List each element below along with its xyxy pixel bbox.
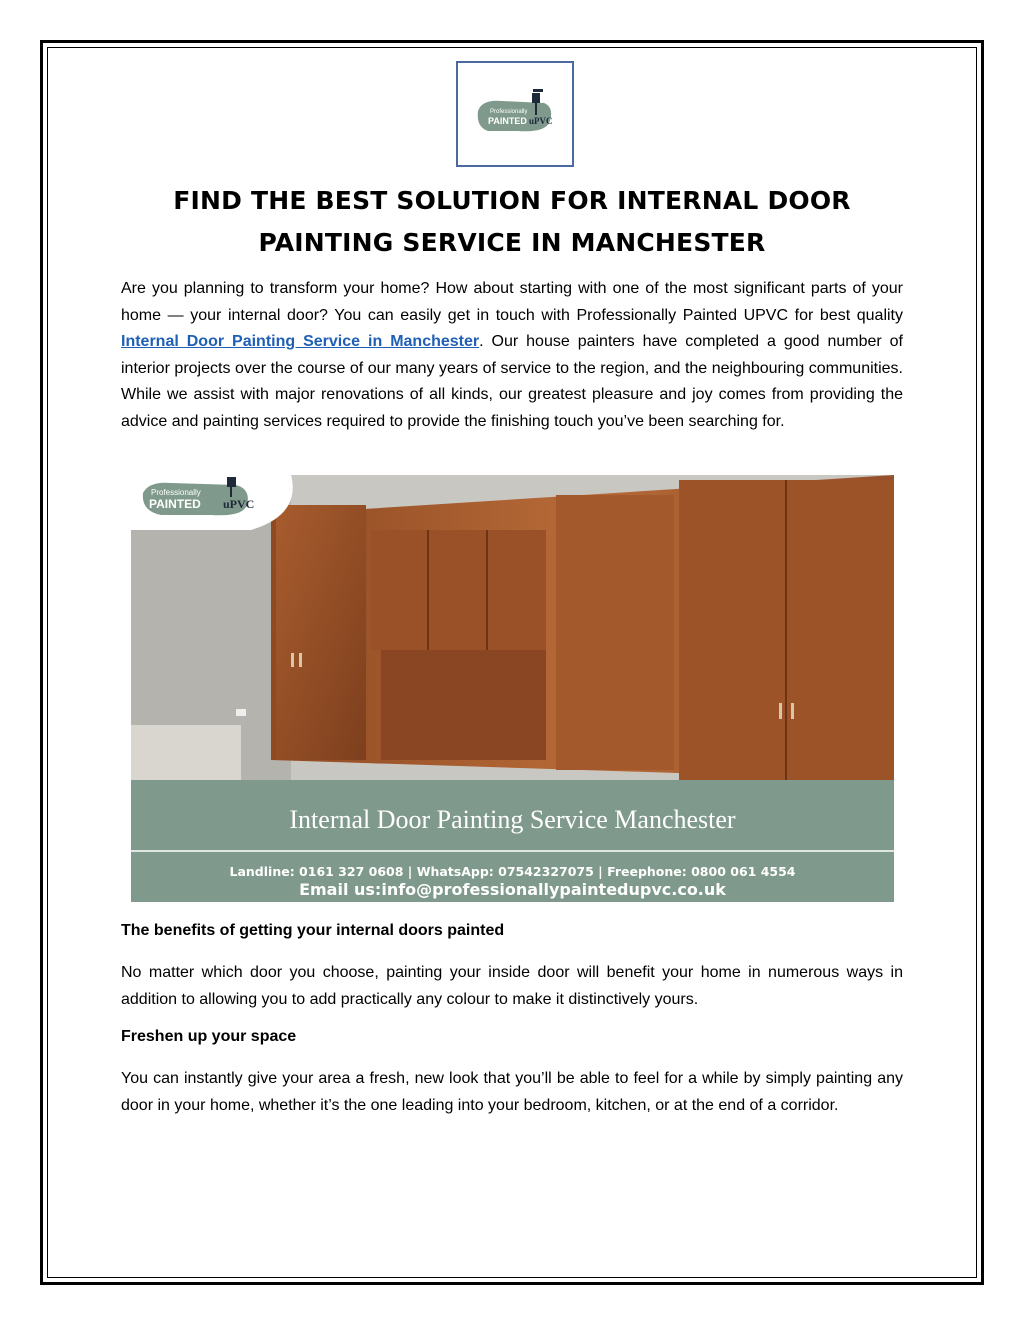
hero-image <box>131 475 894 902</box>
headboard <box>381 650 546 760</box>
logo-line2: PAINTED <box>488 116 527 126</box>
hero-email-line: Email us:info@professionallypaintedupvc.co.uk <box>299 880 726 899</box>
wardrobe-door-left <box>276 505 366 760</box>
intro-paragraph <box>121 276 903 435</box>
hero-logo-line2: PAINTED <box>149 497 201 511</box>
section2-body: You can instantly give your area a fresh, new look that you’ll be able to feel for a while by simply painting any door in your home, whether it’s the one leading into your bedroom, kitchen, or at the end of a corridor. <box>121 1070 903 1114</box>
section1-body: No matter which door you choose, painting your inside door will benefit your home in numerous ways in addition to allowing you to add practically any colour to make it distinctively yours. <box>121 964 903 1008</box>
hero-logo-line1: Professionally <box>151 488 201 497</box>
section2-heading: Freshen up your space <box>121 1028 297 1045</box>
intro-text-before: Are you planning to transform your home? How about starting with one of the most significant parts of your home — your internal door? You can easily get in touch with Professionally Painted UPVC for best quality <box>121 280 903 324</box>
hero-contact-line: Landline: 0161 327 0608 | WhatsApp: 07542327075 | Freephone: 0800 061 4554 <box>229 864 796 879</box>
intro-text-after: . Our house painters have completed a good number of interior projects over the course of our many years of service to the region, and the neighbouring communities. While we assist with major renovations of all kinds, our greatest pleasure and joy comes from providing the advice and painting services required to provide the finishing touch you’ve been searching for. <box>121 333 903 430</box>
hero-logo-line3: uPVC <box>223 497 255 511</box>
hero-banner-title: Internal Door Painting Service Manchester <box>289 805 736 834</box>
page-title: FIND THE BEST SOLUTION FOR INTERNAL DOOR PAINTING SERVICE IN MANCHESTER <box>173 186 851 257</box>
logo-line3: uPVC <box>529 116 553 126</box>
logo-line1: Professionally <box>490 109 528 115</box>
service-link[interactable]: Internal Door Painting Service in Manchester <box>121 333 480 350</box>
company-logo <box>456 61 574 167</box>
wardrobe-top-cabinets <box>371 530 546 650</box>
section1-heading: The benefits of getting your internal doors painted <box>121 922 505 939</box>
wardrobe-door-mid <box>556 495 674 770</box>
bed <box>131 725 241 785</box>
